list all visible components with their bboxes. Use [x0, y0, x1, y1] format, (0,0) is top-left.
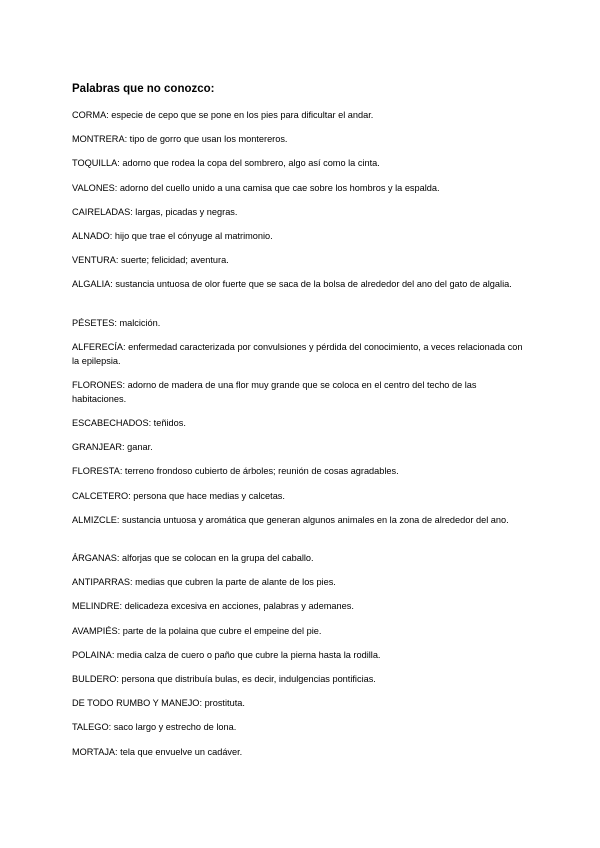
glossary-entry: ALGALIA: sustancia untuosa de olor fuerte que se saca de la bolsa de alrededor del ano del gato de algalia.: [72, 279, 512, 290]
glossary-entry: TOQUILLA: adorno que rodea la copa del sombrero, algo así como la cinta.: [72, 158, 380, 169]
glossary-entry: VENTURA: suerte; felicidad; aventura.: [72, 255, 229, 266]
glossary-entry: TALEGO: saco largo y estrecho de lona.: [72, 722, 237, 733]
glossary-entry: ANTIPARRAS: medias que cubren la parte de alante de los pies.: [72, 577, 336, 588]
glossary-list: [72, 108, 532, 769]
glossary-entry: VALONES: adorno del cuello unido a una camisa que cae sobre los hombros y la espalda.: [72, 182, 440, 193]
glossary-entry: MONTRERA: tipo de gorro que usan los montereros.: [72, 134, 288, 145]
glossary-entry: ALNADO: hijo que trae el cónyuge al matrimonio.: [72, 230, 273, 241]
glossary-entry: CALCETERO: persona que hace medias y calcetas.: [72, 490, 285, 501]
glossary-entry: ESCABECHADOS: teñidos.: [72, 418, 186, 429]
glossary-entry: MORTAJA: tela que envuelve un cadáver.: [72, 746, 243, 757]
glossary-entry: DE TODO RUMBO Y MANEJO: prostituta.: [72, 698, 245, 709]
glossary-entry: POLAINA: media calza de cuero o paño que cubre la pierna hasta la rodilla.: [72, 649, 381, 660]
glossary-entry: MELINDRE: delicadeza excesiva en acciones, palabras y ademanes.: [72, 601, 354, 612]
glossary-entry: GRANJEAR: ganar.: [72, 442, 153, 453]
glossary-entry: BULDERO: persona que distribuía bulas, es decir, indulgencias pontificias.: [72, 673, 376, 684]
glossary-entry: ALFERECÍA: enfermedad caracterizada por convulsiones y pérdida del conocimiento, a veces relacionada con la epilepsia.: [72, 341, 523, 366]
glossary-entry: CORMA: especie de cepo que se pone en los pies para dificultar el andar.: [72, 110, 374, 120]
glossary-entry: FLORONES: adorno de madera de una flor muy grande que se coloca en el centro del techo de las habitaciones.: [72, 379, 477, 404]
glossary-entry: ÁRGANAS: alforjas que se colocan en la grupa del caballo.: [72, 553, 314, 563]
glossary-entry: CAIRELADAS: largas, picadas y negras.: [72, 206, 238, 217]
glossary-entry: AVAMPIÉS: parte de la polaina que cubre el empeine del pie.: [72, 625, 322, 636]
page-title: Palabras que no conozco:: [72, 83, 215, 95]
glossary-entry: ALMIZCLE: sustancia untuosa y aromática que generan algunos animales en la zona de alrededor del ano.: [72, 514, 509, 525]
glossary-entry: FLORESTA: terreno frondoso cubierto de árboles; reunión de cosas agradables.: [72, 466, 399, 477]
glossary-entry: PÉSETES: malcición.: [72, 317, 161, 328]
